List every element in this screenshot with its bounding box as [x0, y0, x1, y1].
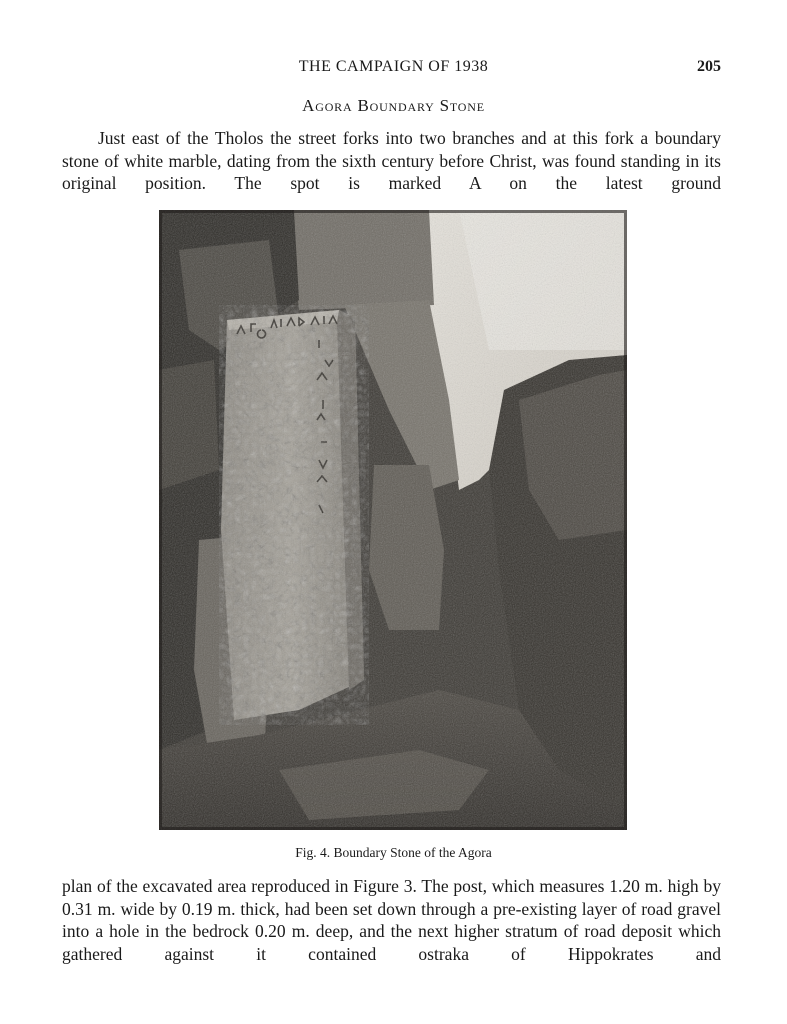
running-head: [0, 58, 787, 80]
boundary-stone-photo: [159, 210, 627, 830]
body-paragraph-1: Just east of the Tholos the street forks into two branches and at this fork a boundary stone of white marble, dating from the sixth century before Christ, was found standing in its original position. The spot is marked A on the latest ground: [62, 128, 721, 193]
page-number: 205: [697, 58, 721, 75]
figure-caption: Fig. 4. Boundary Stone of the Agora: [295, 845, 492, 860]
section-heading: Agora Boundary Stone: [302, 96, 485, 115]
figure-photograph: [159, 210, 627, 830]
body-paragraph-2: plan of the excavated area reproduced in Figure 3. The post, which measures 1.20 m. high by 0.31 m. wide by 0.19 m. thick, had been set down through a pre-existing layer of road gravel into a hole in the bedrock 0.20 m. deep, and the next higher stratum of road deposit which gathered against it contained ostraka of Hippokrates and: [62, 876, 721, 964]
running-title: THE CAMPAIGN OF 1938: [298, 58, 489, 75]
